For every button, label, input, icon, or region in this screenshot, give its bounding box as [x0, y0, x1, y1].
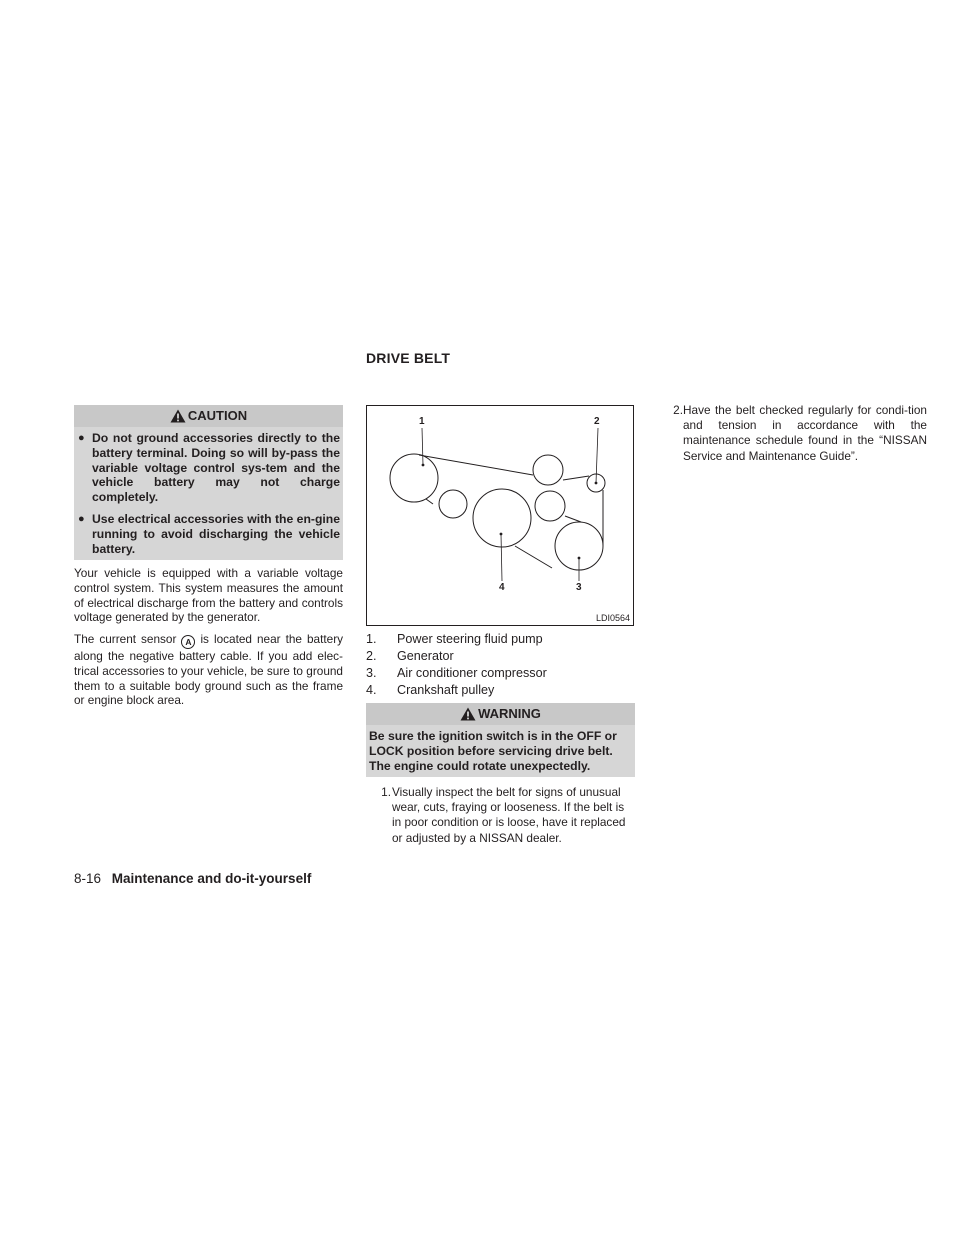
- step-2: [658, 403, 927, 464]
- warning-header: [366, 703, 635, 725]
- callout-1: 1: [419, 416, 425, 427]
- figure-code: LDI0564: [595, 613, 630, 623]
- step-number: 1.: [381, 785, 391, 799]
- caution-item: [74, 512, 343, 556]
- callout-2: 2: [594, 416, 600, 427]
- step-1: [366, 785, 635, 846]
- idler-pulley-top: [533, 455, 563, 485]
- figure-legend: [366, 631, 547, 699]
- warning-box: [366, 703, 635, 777]
- voltage-control-paragraph: Your vehicle is equipped with a variable voltage control system. This system measures the amount of electrical discharge from the battery and controls voltage generated by the generator.: [74, 566, 343, 625]
- crankshaft-pulley: [473, 489, 531, 547]
- bullet-icon: ●: [78, 512, 85, 525]
- callout-4: 4: [499, 582, 505, 593]
- idler-pulley-center: [535, 491, 565, 521]
- caution-item: [74, 431, 343, 505]
- legend-item: 1. Power steering fluid pump: [366, 632, 543, 646]
- page-number: 8-16: [74, 871, 102, 886]
- footer-section-title: Maintenance and do-it-yourself: [111, 871, 312, 886]
- caution-header: [74, 405, 343, 427]
- caution-box: [74, 405, 343, 560]
- step-text: Visually inspect the belt for signs of unusual wear, cuts, fraying or looseness. If the belt is in poor condition or is loose, have it replaced or adjusted by a NISSAN dealer.: [392, 785, 626, 845]
- sensor-text-after: is located near the battery along the negative battery cable. If you add elec-trical accessories to your vehicle, be sure to ground them to a suitable body ground such as the frame or engine block area.: [74, 632, 344, 708]
- belt-path: [419, 455, 603, 568]
- legend-item: 4. Crankshaft pulley: [366, 683, 495, 697]
- bullet-icon: ●: [78, 432, 85, 444]
- legend-item: 2. Generator: [366, 649, 454, 663]
- warning-label: WARNING: [478, 706, 541, 721]
- callout-3: 3: [576, 582, 582, 593]
- legend-item: 3. Air conditioner compressor: [366, 666, 547, 680]
- idler-pulley-left: [439, 490, 467, 518]
- warning-text: Be sure the ignition switch is in the OFF or LOCK position before servicing drive belt. The engine could rotate unexpectedly.: [369, 729, 617, 773]
- warning-triangle-icon: [460, 707, 476, 721]
- step-text: Have the belt checked regularly for condi-tion and tension in accordance with the maintenance schedule found in the “NISSAN Service and Maintenance Guide”.: [683, 403, 927, 463]
- current-sensor-paragraph: [74, 632, 343, 708]
- step-number: 2.: [673, 403, 683, 417]
- power-steering-pulley: [390, 454, 438, 502]
- caution-body: [74, 427, 343, 556]
- warning-triangle-icon: [170, 409, 186, 423]
- caution-item-text: Do not ground accessories directly to the battery terminal. Doing so will by-pass the variable voltage control sys-tem and the vehicle battery may not charge completely.: [92, 431, 340, 505]
- sensor-text-before: The current sensor: [74, 632, 177, 646]
- caution-item-text: Use electrical accessories with the en-gine running to avoid discharging the vehicle battery.: [92, 511, 340, 556]
- caution-label: CAUTION: [187, 408, 248, 423]
- page-footer: [74, 871, 311, 886]
- drive-belt-figure: [366, 405, 634, 626]
- sensor-callout-icon: A: [181, 635, 195, 649]
- section-heading: DRIVE BELT: [366, 350, 451, 366]
